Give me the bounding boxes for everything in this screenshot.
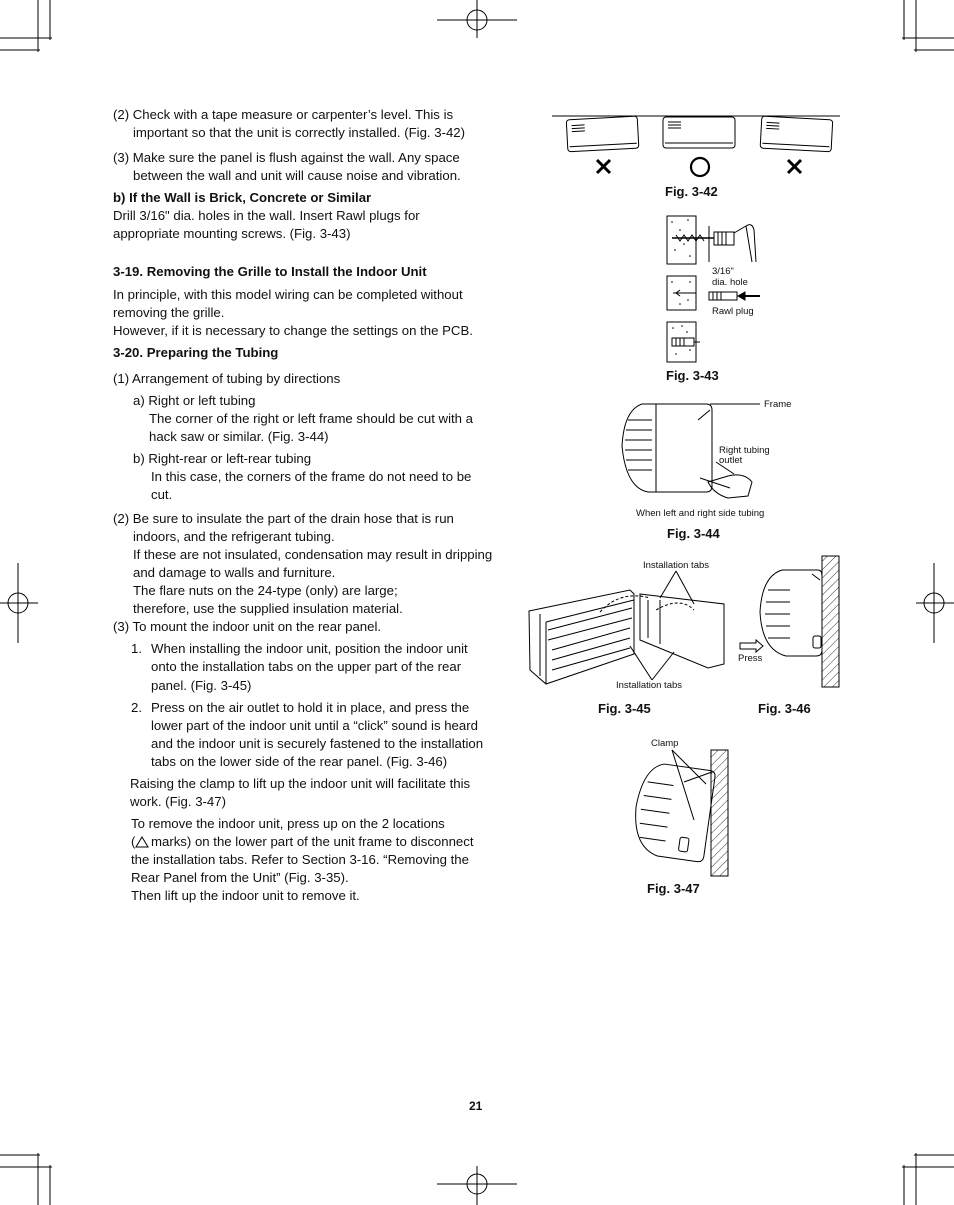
para-flush-2: between the wall and unit will cause noise and vibration. [133,168,461,183]
para-principle-1: In principle, with this model wiring can be completed without [113,287,463,302]
step-1-text-2: onto the installation tabs on the upper part of the rear [151,659,462,674]
item-a-text-1: The corner of the right or left frame should be cut with a [149,411,473,426]
para-remove-paren: ( [131,834,136,849]
item-b-title: b) Right-rear or left-rear tubing [133,451,312,466]
para-insulate-1: (2) Be sure to insulate the part of the drain hose that is run [113,511,454,526]
item-b-text-1: In this case, the corners of the frame do not need to be [151,469,472,484]
fig-3-46-press-label: Press [738,653,763,664]
para-remove-3: the installation tabs. Refer to Section 3-16. “Removing the [131,852,469,867]
para-arrangement: (1) Arrangement of tubing by directions [113,371,341,386]
para-clamp-2: work. (Fig. 3-47) [130,794,226,809]
para-clamp-1: Raising the clamp to lift up the indoor unit will facilitate this [130,776,471,791]
para-insulate-4: and damage to walls and furniture. [133,565,336,580]
step-2-text-3: and the indoor unit is securely fastened to the installation [151,736,484,751]
fig-3-46-caption: Fig. 3-46 [758,701,811,716]
para-principle-2: removing the grille. [113,305,225,320]
para-drill-1: Drill 3/16" dia. holes in the wall. Insert Rawl plugs for [113,208,420,223]
fig-3-45-caption: Fig. 3-45 [598,701,651,716]
heading-3-20: 3-20. Preparing the Tubing [113,345,279,360]
para-flush-1: (3) Make sure the panel is flush against the wall. Any space [113,150,460,165]
heading-3-19: 3-19. Removing the Grille to Install the Indoor Unit [113,264,427,279]
fig-3-47-caption: Fig. 3-47 [647,881,700,896]
item-a-text-2: hack saw or similar. (Fig. 3-44) [149,429,329,444]
heading-brick-wall: b) If the Wall is Brick, Concrete or Similar [113,190,372,205]
para-remove-5: Then lift up the indoor unit to remove it. [131,888,360,903]
triangle-mark-icon [135,836,149,848]
para-insulate-3: If these are not insulated, condensation may result in dripping [133,547,493,562]
step-2-number: 2. [131,700,142,715]
para-insulate-5: The flare nuts on the 24-type (only) are large; [133,583,398,598]
para-check-1: (2) Check with a tape measure or carpenter’s level. This is [113,107,454,122]
fig-3-43-caption: Fig. 3-43 [666,368,719,383]
step-2-text-1: Press on the air outlet to hold it in place, and press the [151,700,470,715]
fig-3-44-outlet-label-2: outlet [719,455,743,466]
step-1-text-1: When installing the indoor unit, position the indoor unit [151,641,468,656]
para-principle-3: However, if it is necessary to change the settings on the PCB. [113,323,473,338]
fig-3-44-note: When left and right side tubing [636,508,765,519]
step-1-text-3: panel. (Fig. 3-45) [151,678,252,693]
para-remove-2: marks) on the lower part of the unit frame to disconnect [151,834,474,849]
fig-3-43-hole-label-2: dia. hole [712,277,748,288]
fig-3-44-outlet-label-1: Right tubing [719,445,770,456]
para-mount: (3) To mount the indoor unit on the rear panel. [113,619,382,634]
item-b-text-2: cut. [151,487,173,502]
fig-3-45-tabs-bottom-label: Installation tabs [616,680,683,691]
fig-3-43-hole-label-1: 3/16" [712,266,734,277]
para-insulate-6: therefore, use the supplied insulation material. [133,601,403,616]
fig-3-47-clamp-label: Clamp [651,738,679,749]
para-remove-4: Rear Panel from the Unit” (Fig. 3-35). [131,870,349,885]
para-check-2: important so that the unit is correctly installed. (Fig. 3-42) [133,125,466,140]
item-a-title: a) Right or left tubing [133,393,256,408]
para-remove-1: To remove the indoor unit, press up on the 2 locations [131,816,445,831]
fig-3-42-caption: Fig. 3-42 [665,184,718,199]
fig-3-44-frame-label: Frame [764,399,792,410]
para-drill-2: appropriate mounting screws. (Fig. 3-43) [113,226,351,241]
para-insulate-2: indoors, and the refrigerant tubing. [133,529,335,544]
step-1-number: 1. [131,641,142,656]
fig-3-45-tabs-top-label: Installation tabs [643,560,710,571]
fig-3-44-caption: Fig. 3-44 [667,526,720,541]
fig-3-43-plug-label: Rawl plug [712,306,754,317]
step-2-text-2: lower part of the indoor unit until a “click” sound is heard [151,718,478,733]
page-number: 21 [469,1099,483,1113]
step-2-text-4: tabs on the lower side of the rear panel. (Fig. 3-46) [151,754,448,769]
